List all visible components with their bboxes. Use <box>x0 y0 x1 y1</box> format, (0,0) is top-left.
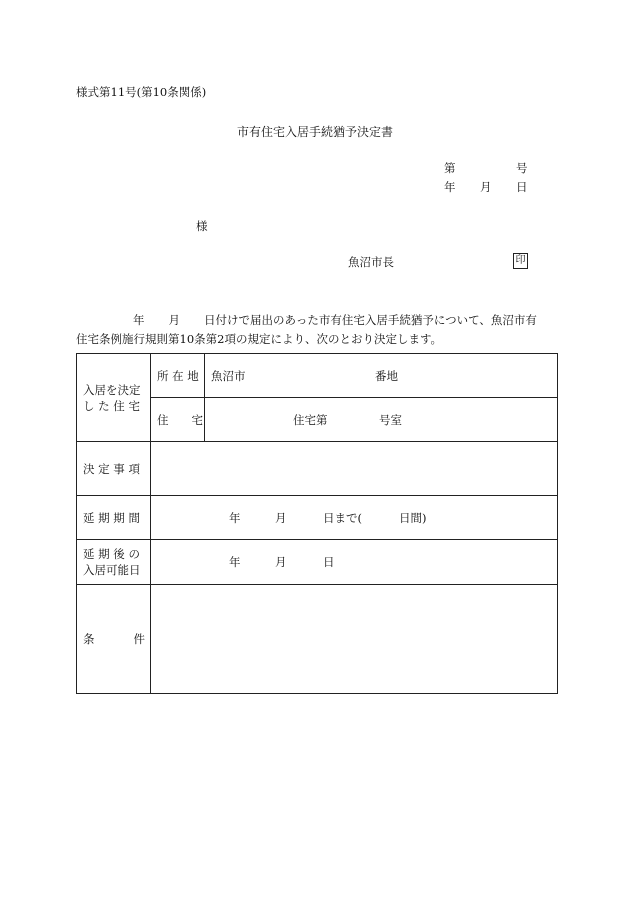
location-label: 所 在 地 <box>151 354 205 398</box>
after-label-line-2: 入居可能日 <box>83 563 141 577</box>
after-month: 月 <box>275 555 287 569</box>
after-label-cell <box>77 540 151 585</box>
body-paragraph <box>76 311 537 349</box>
form-number: 様式第11号(第10条関係) <box>76 85 207 99</box>
period-until: 日まで( <box>323 510 362 525</box>
body-line-2: 住宅条例施行規則第10条第2項の規定により、次のとおり決定します。 <box>76 332 443 346</box>
document-title: 市有住宅入居手続猶予決定書 <box>236 125 393 139</box>
conditions-label-b: 件 <box>133 632 145 646</box>
document-number-suffix: 号 <box>516 161 528 175</box>
document-number-prefix: 第 <box>444 161 456 175</box>
conditions-value <box>151 585 558 694</box>
house-suffix: 号室 <box>379 412 402 427</box>
body-date-month: 月 <box>168 313 180 327</box>
housing-label-line-2: し た 住 宅 <box>83 398 140 413</box>
decision-label: 決 定 事 項 <box>77 442 151 496</box>
seal-mark: 印 <box>513 253 528 269</box>
issue-date-year: 年 <box>444 180 456 194</box>
body-date-year: 年 <box>133 313 145 327</box>
decision-value <box>151 442 558 496</box>
location-value-cell <box>205 354 558 398</box>
housing-label-cell <box>77 354 151 442</box>
conditions-label-cell <box>77 585 151 694</box>
location-city: 魚沼市 <box>211 368 246 383</box>
house-value-cell <box>205 398 558 442</box>
row-after <box>77 540 558 585</box>
period-days: 日間) <box>399 510 427 525</box>
decision-table <box>76 353 558 694</box>
house-prefix: 住宅第 <box>293 412 328 427</box>
after-value-cell <box>151 540 558 585</box>
period-label: 延 期 期 間 <box>77 496 151 540</box>
period-value-cell <box>151 496 558 540</box>
period-month: 月 <box>275 510 287 525</box>
location-banchi: 番地 <box>375 368 398 383</box>
issue-date-day: 日 <box>516 180 528 194</box>
period-year: 年 <box>229 510 241 525</box>
body-line-1-text: 日付けで届出のあった市有住宅入居手続猶予について、魚沼市有 <box>204 313 537 327</box>
after-year: 年 <box>229 555 241 569</box>
row-decision <box>77 442 558 496</box>
issuer-name: 魚沼市長 <box>348 255 394 269</box>
issue-date-month: 月 <box>480 180 492 194</box>
conditions-label-a: 条 <box>83 632 95 646</box>
row-period <box>77 496 558 540</box>
after-label-line-1: 延 期 後 の <box>83 547 140 561</box>
house-label: 住 宅 <box>151 398 205 442</box>
row-location <box>77 354 558 398</box>
addressee-honorific: 様 <box>196 219 208 233</box>
housing-label-line-1: 入居を決定 <box>83 382 141 397</box>
after-day: 日 <box>323 555 335 569</box>
body-line-1 <box>76 311 537 330</box>
row-conditions <box>77 585 558 694</box>
